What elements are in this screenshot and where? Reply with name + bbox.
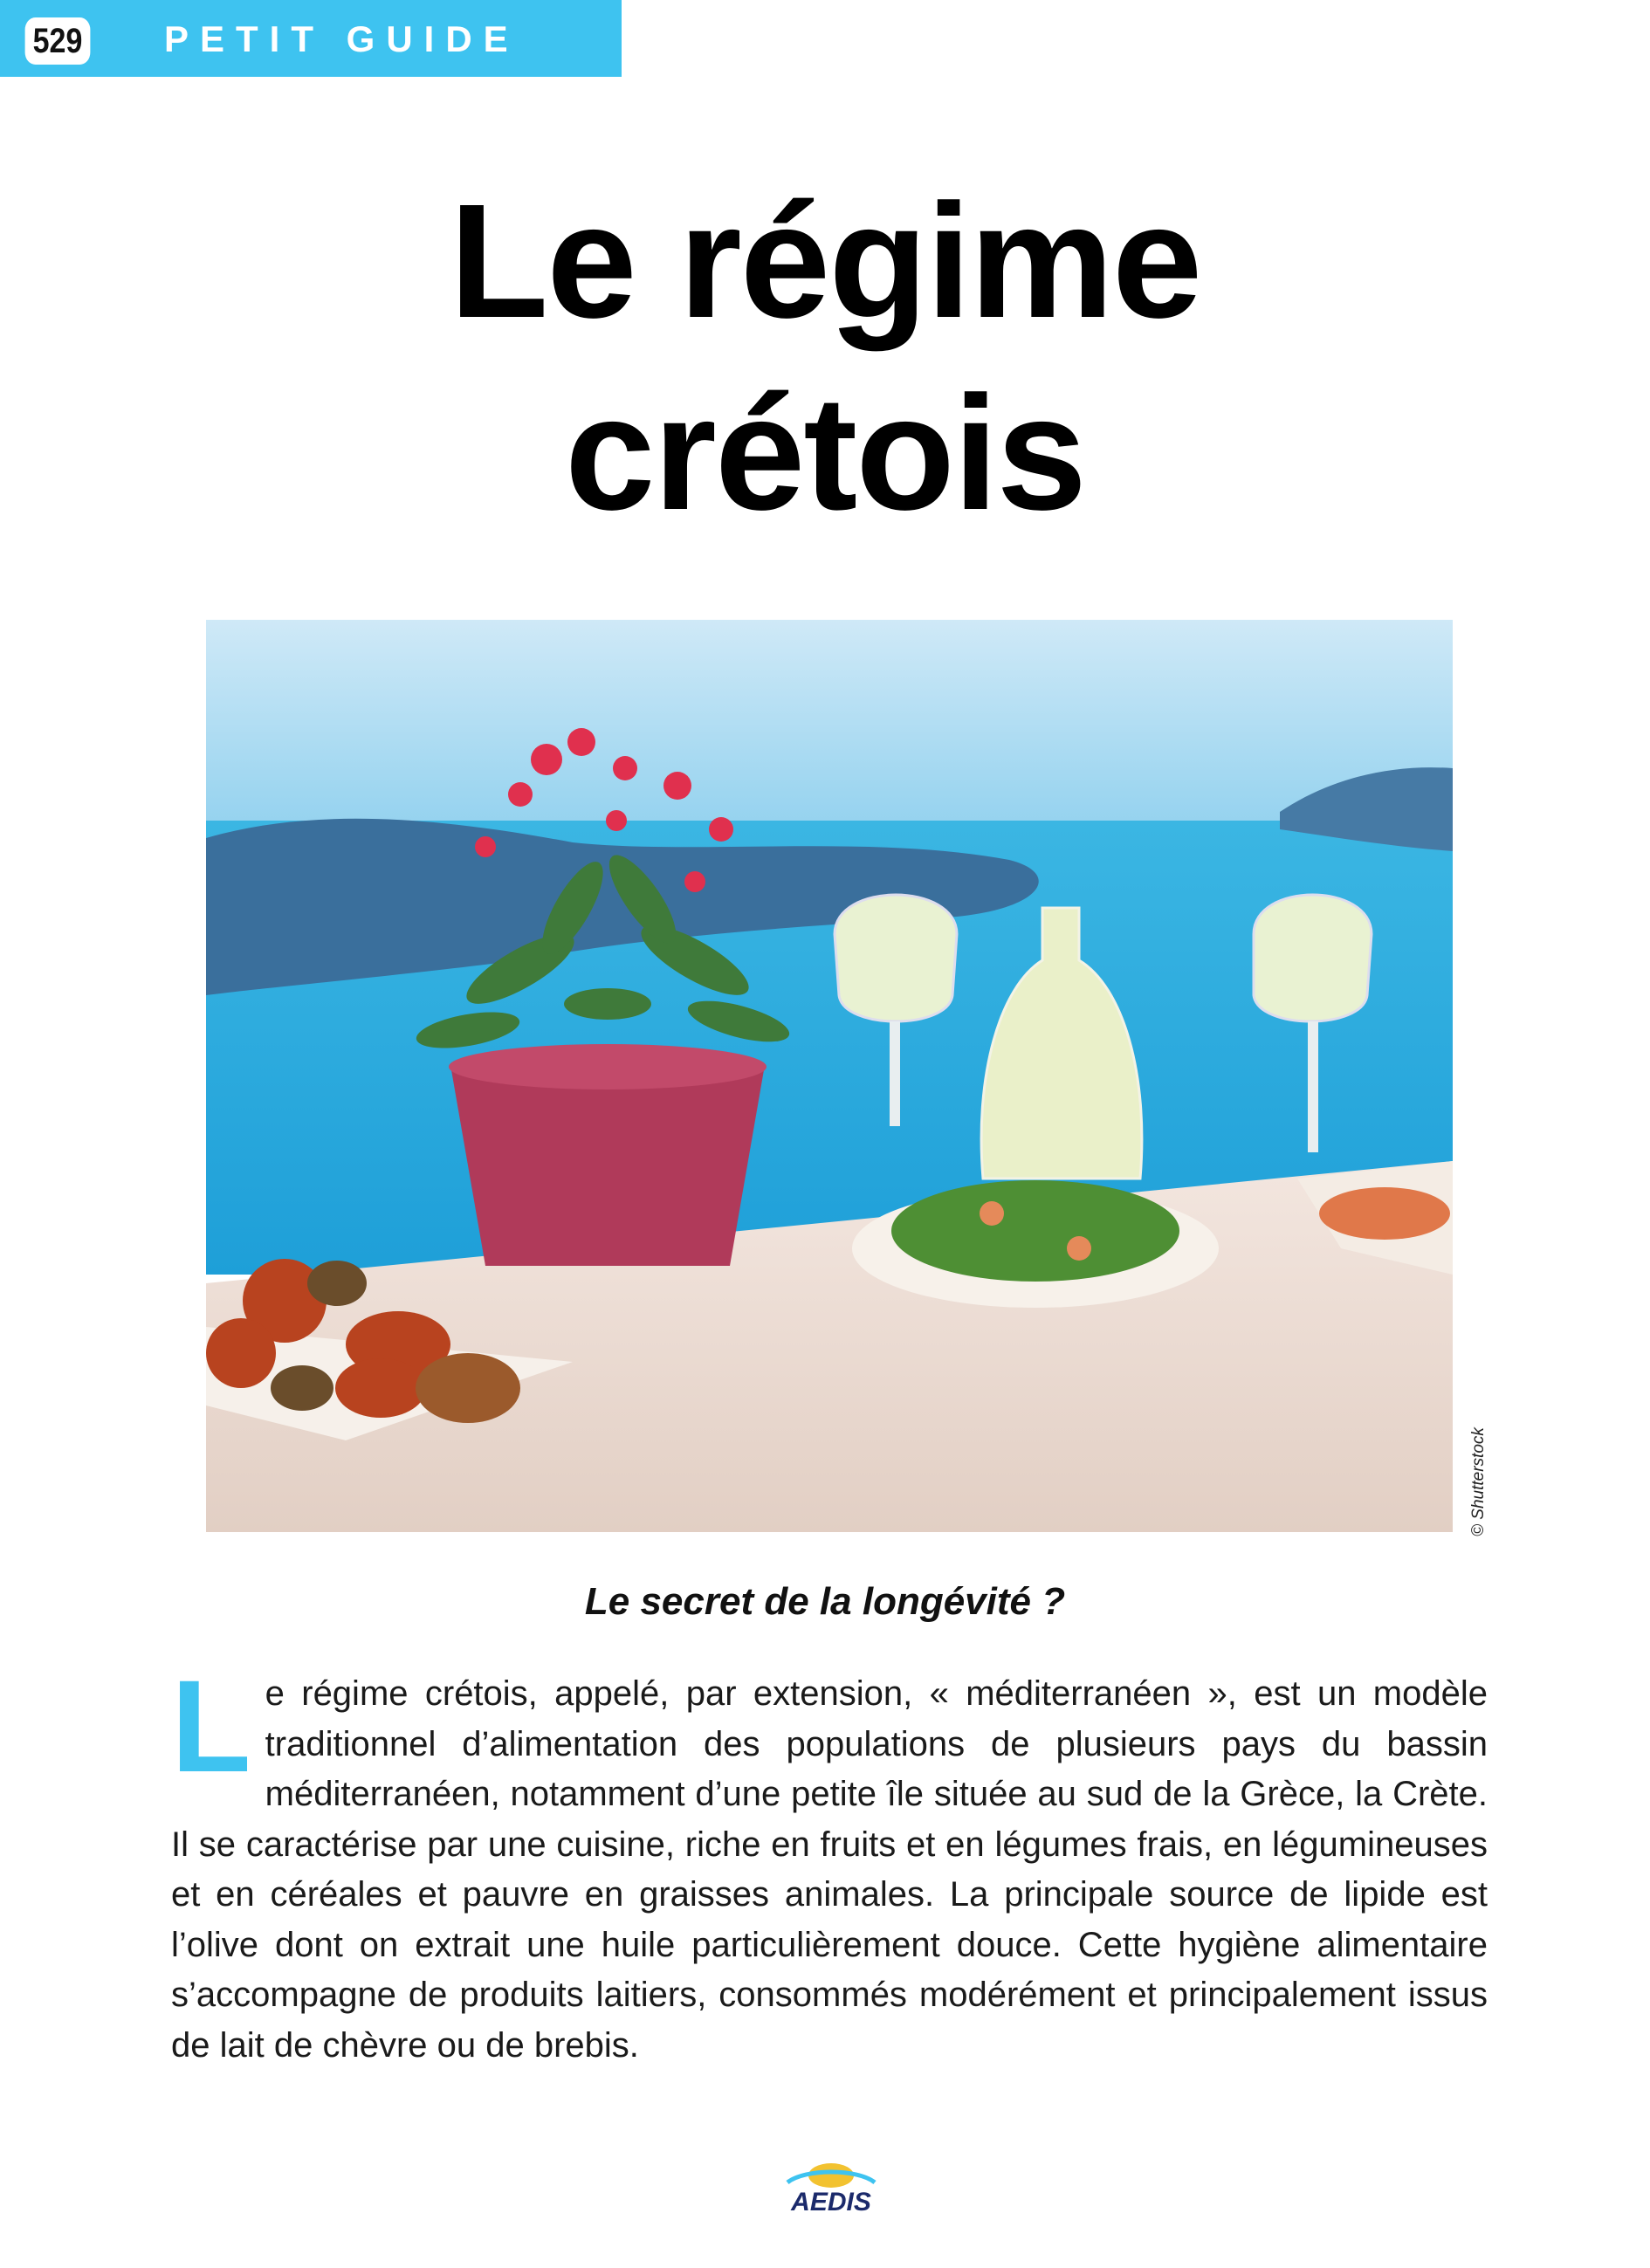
aedis-logo-icon [770, 2156, 892, 2219]
publisher-logo [770, 2156, 892, 2219]
series-title: PETIT GUIDE [164, 18, 519, 59]
page-title [0, 166, 1650, 550]
subtitle: Le secret de la longévité ? [584, 1580, 1066, 1623]
title-line-1: Le régime [449, 171, 1201, 352]
header-band [0, 0, 622, 77]
issue-number-badge: 529 [25, 17, 91, 65]
publisher-logo-text: AEDIS [791, 2188, 871, 2216]
title-line-2: crétois [565, 363, 1085, 544]
body-text: e régime crétois, appelé, par extension, « méditerranéen », est un modèle traditionnel d’alimentation des populations de plusieurs pays du bassin méditerranéen, notamment d’une petite île située au sud de la Grèce, la Crète. Il se caractérise par une cuisine, riche en fruits et en légumes frais, en légumineuses et en céréales et pauvre en graisses animales. La principale source de lipide est l’olive dont on extrait une huile particulièrement douce. Cette hygiène alimentaire s’accompagne de produits laitiers, consommés modérément et principalement issus de lait de chèvre ou de brebis. [171, 1674, 1488, 2065]
mediterranean-table-illustration [206, 620, 1453, 1532]
cover-photo [206, 620, 1453, 1532]
drop-cap: L [171, 1653, 251, 1799]
body-paragraph [171, 1653, 1488, 2071]
photo-credit: © Shutterstock [1469, 1427, 1488, 1536]
